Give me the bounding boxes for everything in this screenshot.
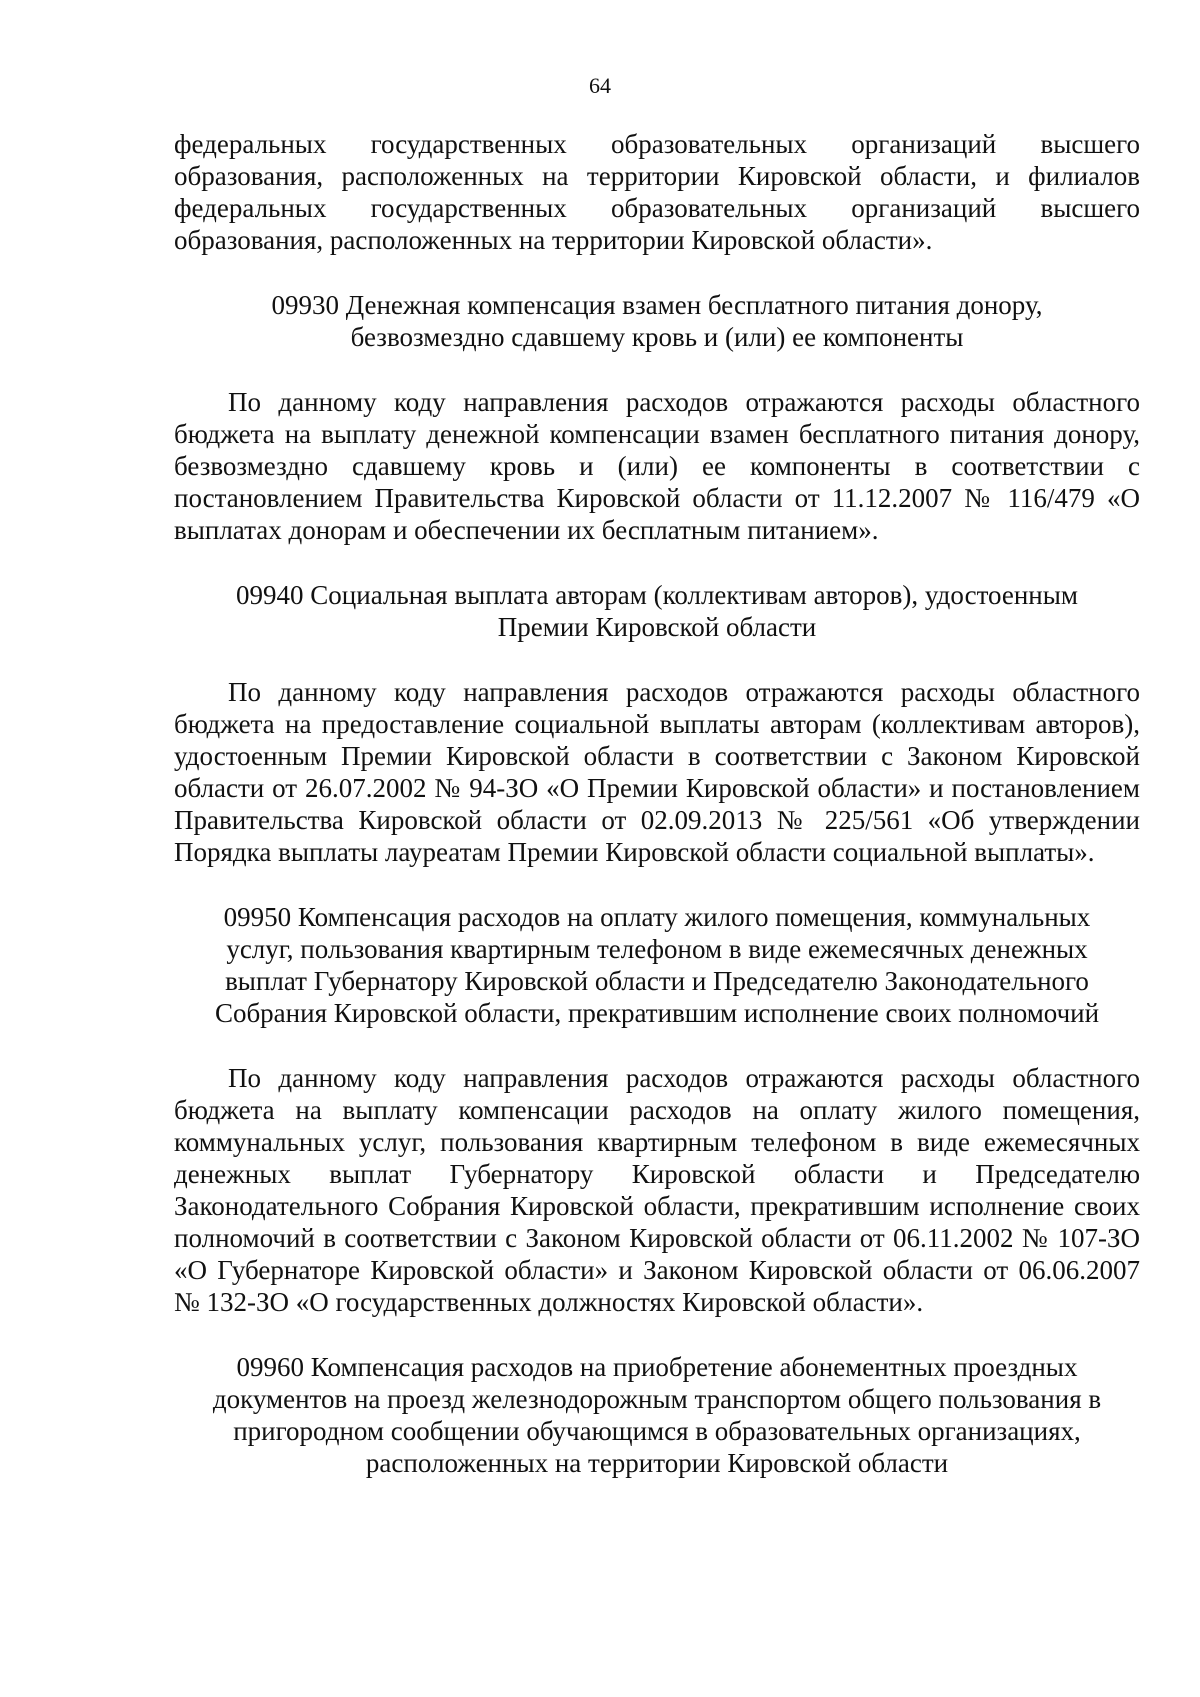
heading-line: 09960 Компенсация расходов на приобретение абонементных проездных — [236, 1352, 1078, 1382]
heading-line: Собрания Кировской области, прекратившим исполнение своих полномочий — [214, 998, 1100, 1028]
paragraph-09950: По данному коду направления расходов отражаются расходы областного бюджета на выплату компенсации расходов на оплату жилого помещения, коммунальных услуг, пользования квартирным телефоном в виде ежемесячных денежных выплат Губернатору Кировской области и Председателю Законодательного Собрания Кировской области, прекратившим исполнение своих полномочий в соответствии с Законом Кировской области от 06.11.2002 № 107-ЗО «О Губернаторе Кировской области» и Законом Кировской области от 06.06.2007 № 132-ЗО «О государственных должностях Кировской области». — [174, 1063, 1140, 1317]
heading-line: 09950 Компенсация расходов на оплату жилого помещения, коммунальных — [223, 902, 1091, 932]
section-heading-09960 — [174, 1351, 1140, 1479]
heading-line: услуг, пользования квартирным телефоном в виде ежемесячных денежных — [226, 934, 1088, 964]
heading-line: безвозмездно сдавшему кровь и (или) ее компоненты — [350, 322, 964, 352]
heading-line: выплат Губернатору Кировской области и Председателю Законодательного — [225, 966, 1089, 996]
heading-line: документов на проезд железнодорожным транспортом общего пользования в — [212, 1384, 1102, 1414]
paragraph-09940: По данному коду направления расходов отражаются расходы областного бюджета на предоставление социальной выплаты авторам (коллективам авторов), удостоенным Премии Кировской области в соответствии с Законом Кировской области от 26.07.2002 № 94-ЗО «О Премии Кировской области» и постановлением Правительства Кировской области от 02.09.2013 № 225/561 «Об утверждении Порядка выплаты лауреатам Премии Кировской области социальной выплаты». — [174, 677, 1140, 867]
page-number: 64 — [589, 73, 611, 98]
heading-line: расположенных на территории Кировской области — [365, 1448, 949, 1478]
paragraph-continuation: федеральных государственных образовательных организаций высшего образования, расположенных на территории Кировской области, и филиалов федеральных государственных образовательных организаций высшего образования, расположенных на территории Кировской области». — [174, 129, 1140, 255]
section-heading-09930 — [174, 289, 1140, 353]
heading-line: 09930 Денежная компенсация взамен бесплатного питания донору, — [271, 290, 1043, 320]
heading-line: Премии Кировской области — [497, 612, 817, 642]
heading-line: пригородном сообщении обучающимся в образовательных организациях, — [233, 1416, 1081, 1446]
document-body — [174, 128, 1140, 1479]
section-heading-09950 — [174, 901, 1140, 1029]
section-heading-09940 — [174, 579, 1140, 643]
heading-line: 09940 Социальная выплата авторам (коллективам авторов), удостоенным — [236, 580, 1078, 610]
paragraph-09930: По данному коду направления расходов отражаются расходы областного бюджета на выплату денежной компенсации взамен бесплатного питания донору, безвозмездно сдавшему кровь и (или) ее компоненты в соответствии с постановлением Правительства Кировской области от 11.12.2007 № 116/479 «О выплатах донорам и обеспечении их бесплатным питанием». — [174, 387, 1140, 545]
